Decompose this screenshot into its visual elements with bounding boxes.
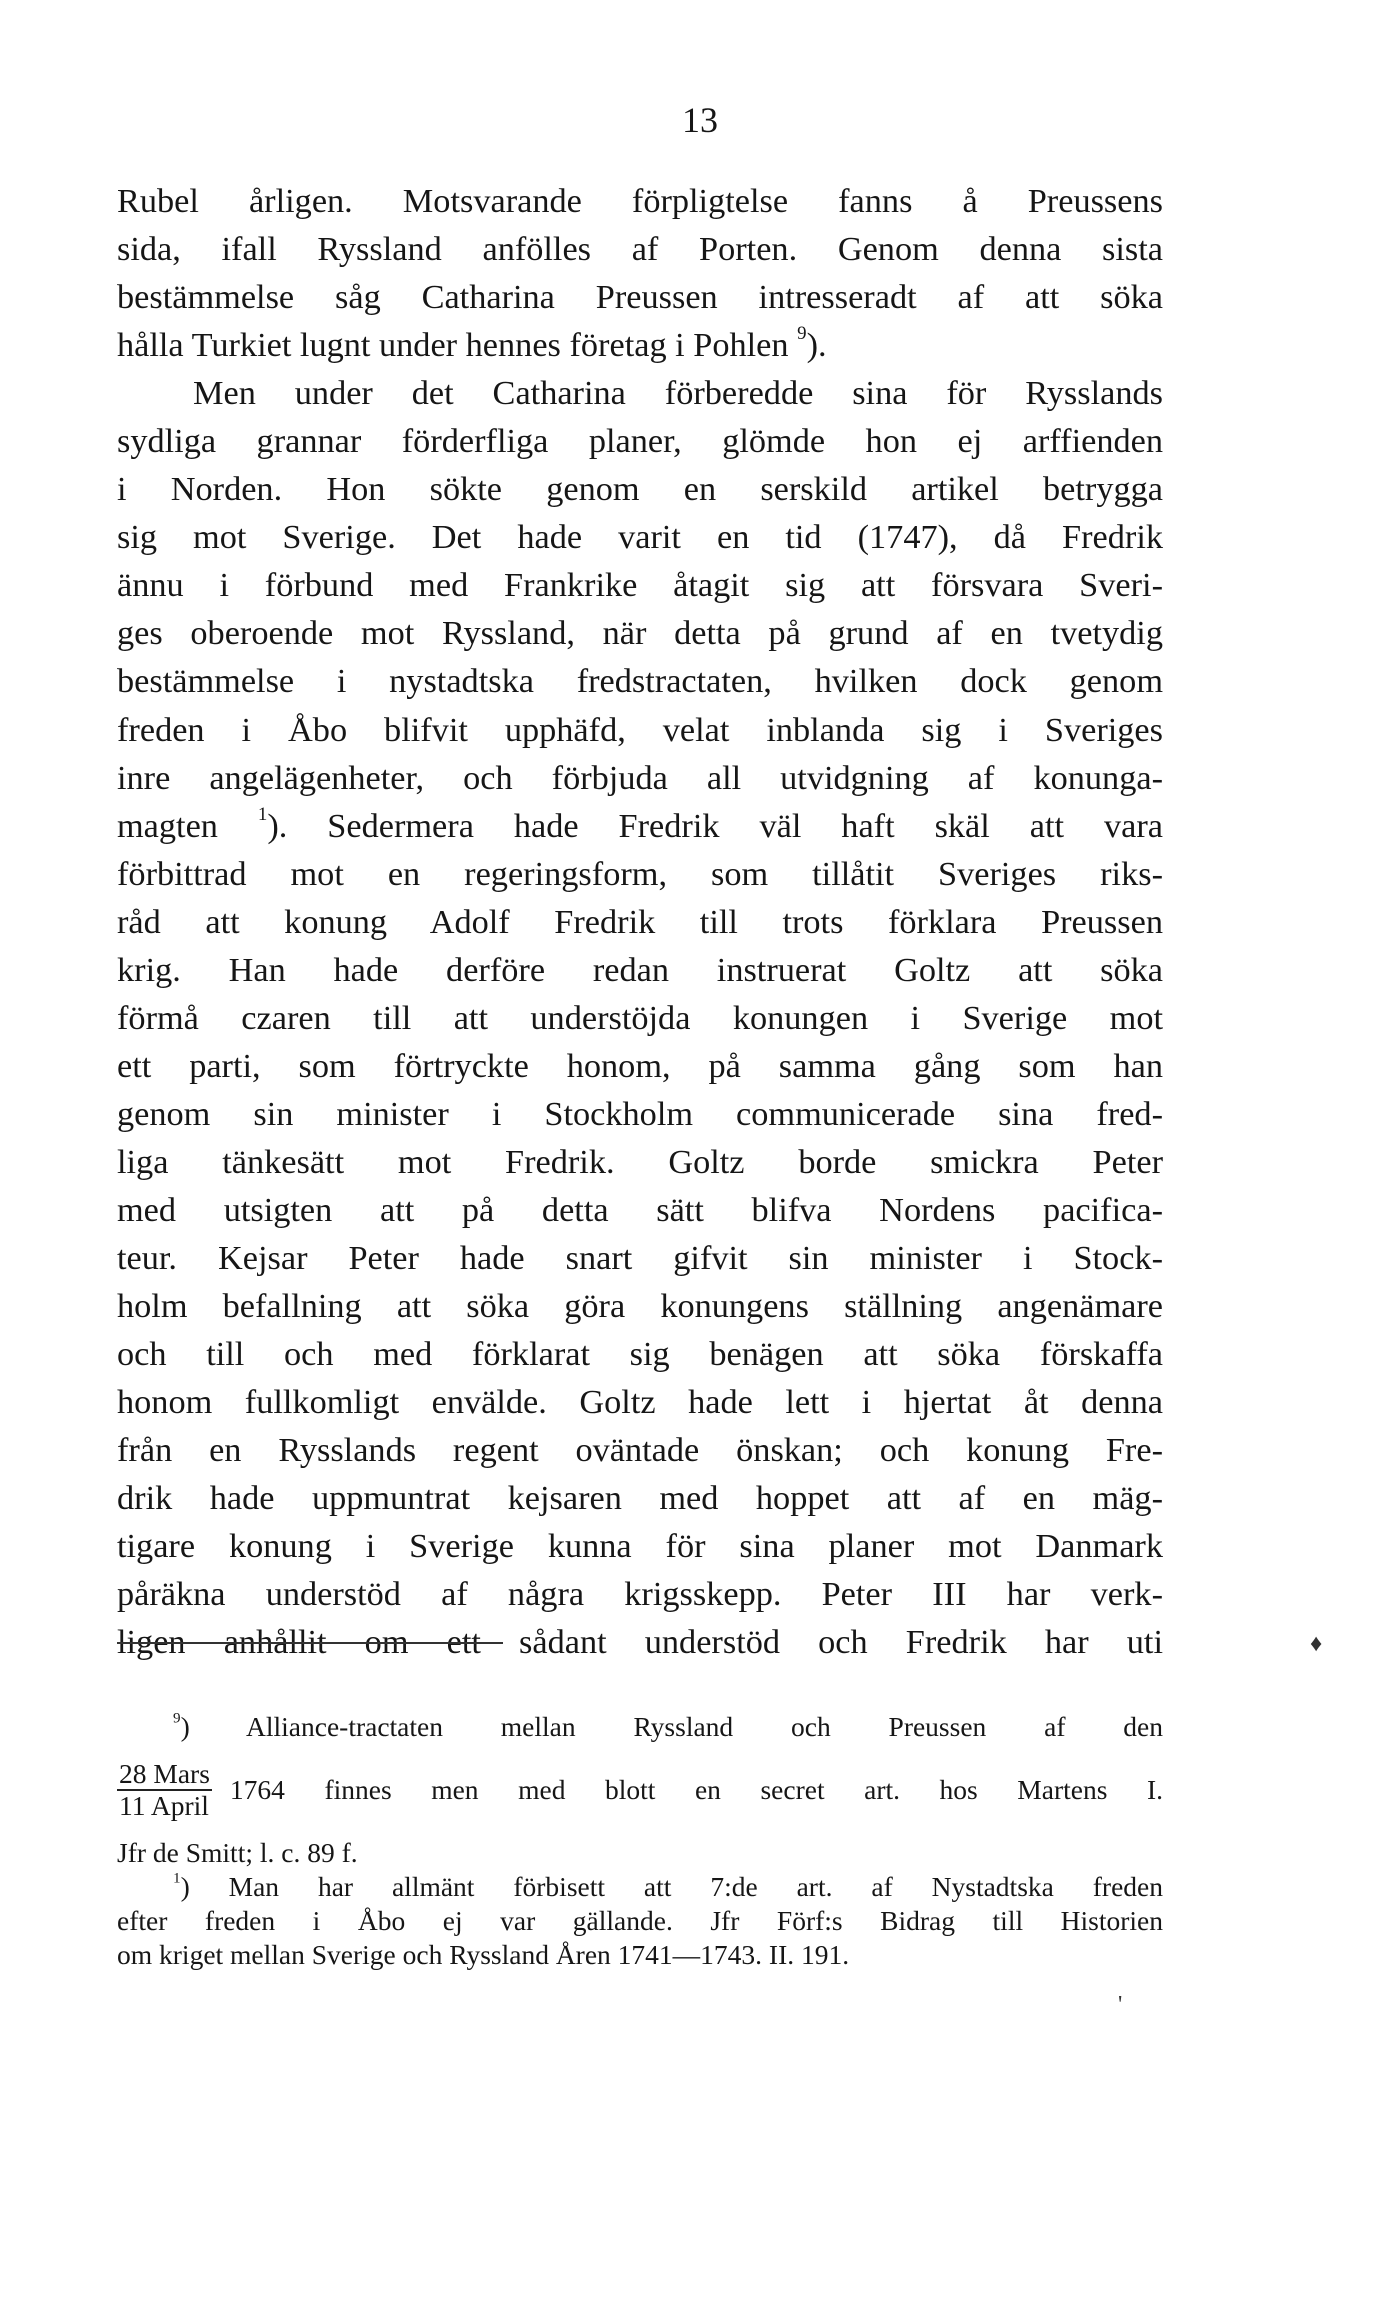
body-line: ges oberoende mot Ryssland, när detta på grund af en tvetydig (117, 614, 1163, 653)
body-line-text: magten (117, 806, 218, 845)
date-old-style: 28 Mars (119, 1758, 210, 1789)
footnote-text: ) Alliance-tractaten mellan Ryssland och Preussen af den (180, 1711, 1163, 1742)
body-line: bestämmelse i nystadtska fredstractaten, hvilken dock genom (117, 662, 1163, 701)
date-fraction (117, 1759, 212, 1821)
body-line: freden i Åbo blifvit upphäfd, velat inblanda sig i Sveriges (117, 710, 1163, 749)
body-line: ligen anhållit om ett sådant understöd och Fredrik har uti (117, 1623, 1163, 1662)
footnote-text: ) Man har allmänt förbisett att 7:de art. af Nystadtska freden (180, 1871, 1163, 1902)
margin-mark: ♦ (1310, 1631, 1323, 1657)
body-line: inre angelägenheter, och förbjuda all utvidgning af konunga- (117, 758, 1163, 797)
footnote-marker-1: 1 (173, 1870, 181, 1887)
footnote-1-line: om kriget mellan Sverige och Ryssland Åren 1741—1743. II. 191. (117, 1939, 850, 1970)
body-line-tail: ). Sedermera hade Fredrik väl haft skäl att vara (267, 806, 1163, 845)
body-line: råd att konung Adolf Fredrik till trots förklara Preussen (117, 902, 1163, 941)
body-line: krig. Han hade derföre redan instruerat Goltz att söka (117, 950, 1163, 989)
body-line: påräkna understöd af några krigsskepp. Peter III har verk- (117, 1575, 1163, 1614)
footnote-9-line: Jfr de Smitt; l. c. 89 f. (117, 1837, 358, 1868)
body-line: förbittrad mot en regeringsform, som tillåtit Sveriges riks- (117, 854, 1163, 893)
body-line: genom sin minister i Stockholm communicerade sina fred- (117, 1094, 1163, 1133)
footnote-text: 1764 finnes men med blott en secret art. hos Martens I. (229, 1774, 1163, 1805)
footnote-9-date-row (117, 1744, 1163, 1836)
footnote-9-line (117, 1710, 1163, 1744)
body-line-tail: ). (806, 326, 827, 365)
body-line: och till och med förklarat sig benägen att söka förskaffa (117, 1335, 1163, 1374)
body-line: Rubel årligen. Motsvarande förpligtelse fanns å Preussens (117, 182, 1163, 220)
body-text (117, 177, 1163, 1666)
footnote-1-line: efter freden i Åbo ej var gällande. Jfr Förf:s Bidrag till Historien (117, 1905, 1163, 1936)
body-line-text: hålla Turkiet lugnt under hennes företag i Pohlen (117, 326, 789, 365)
body-line: honom fullkomligt envälde. Goltz hade lett i hjertat åt denna (117, 1383, 1163, 1422)
date-new-style: 11 April (119, 1790, 209, 1821)
body-line: teur. Kejsar Peter hade snart gifvit sin minister i Stock- (117, 1239, 1163, 1278)
footnotes (117, 1710, 1163, 1972)
body-line: sida, ifall Ryssland anfölles af Porten. Genom denna sista (117, 230, 1163, 269)
footnote-1-line (117, 1870, 1163, 1904)
body-line: bestämmelse såg Catharina Preussen intresseradt af att söka (117, 278, 1163, 317)
body-line: holm befallning att söka göra konungens ställning angenämare (117, 1287, 1163, 1326)
body-line (117, 802, 1163, 850)
footnote-ref-9: 9 (797, 323, 807, 345)
body-line: i Norden. Hon sökte genom en serskild artikel betrygga (117, 470, 1163, 509)
body-line: drik hade uppmuntrat kejsaren med hoppet att af en mäg- (117, 1479, 1163, 1518)
body-line: tigare konung i Sverige kunna för sina planer mot Danmark (117, 1527, 1163, 1566)
stray-mark: ' (1118, 1992, 1123, 2018)
body-line (117, 321, 1163, 369)
footnote-marker-9: 9 (173, 1710, 181, 1727)
body-line: Men under det Catharina förberedde sina för Rysslands (193, 374, 1163, 413)
body-line: sydliga grannar förderfliga planer, glömde hon ej arffienden (117, 422, 1163, 461)
body-line: med utsigten att på detta sätt blifva Nordens pacifica- (117, 1190, 1163, 1229)
body-line: liga tänkesätt mot Fredrik. Goltz borde smickra Peter (117, 1142, 1163, 1181)
body-line: från en Rysslands regent oväntade önskan; och konung Fre- (117, 1431, 1163, 1470)
body-line: ännu i förbund med Frankrike åtagit sig att försvara Sveri- (117, 566, 1163, 605)
footnote-ref-1: 1 (257, 803, 268, 825)
body-line: ett parti, som förtryckte honom, på samma gång som han (117, 1046, 1163, 1085)
body-line: förmå czaren till att understöjda konungen i Sverige mot (117, 998, 1163, 1037)
footnote-divider (117, 1642, 503, 1644)
page-number: 13 (682, 100, 718, 140)
body-line: sig mot Sverige. Det hade varit en tid (1747), då Fredrik (117, 518, 1163, 557)
